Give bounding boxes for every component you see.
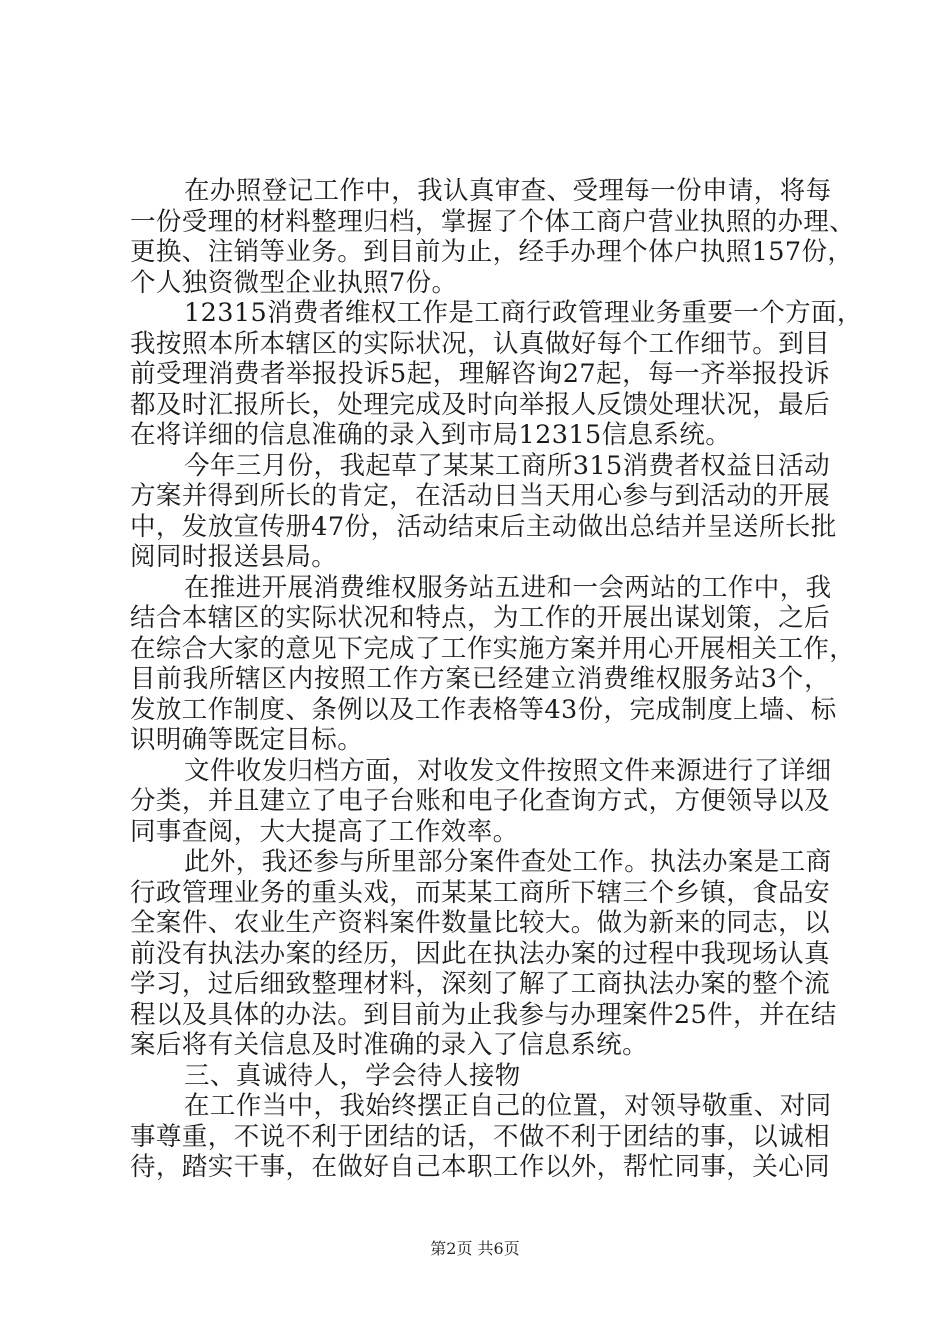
paragraph-line: 一份受理的材料整理归档，掌握了个体工商户营业执照的办理、 (130, 206, 856, 237)
paragraph-line: 事尊重，不说不利于团结的话，不做不利于团结的事，以诚相 (130, 1121, 830, 1152)
body-text (130, 176, 863, 1183)
paragraph-line: 文件收发归档方面，对收发文件按照文件来源进行了详细 (184, 755, 832, 786)
paragraph-line: 同事查阅，大大提高了工作效率。 (130, 816, 519, 847)
paragraph-line: 在办照登记工作中，我认真审查、受理每一份申请，将每 (184, 176, 832, 206)
paragraph-line: 在工作当中，我始终摆正自己的位置，对领导敬重、对同 (184, 1091, 832, 1121)
paragraph-line: 前受理消费者举报投诉5起，理解咨询27起，每一齐举报投诉 (130, 359, 830, 389)
paragraph-line: 识明确等既定目标。 (130, 725, 364, 755)
paragraph-line: 今年三月份，我起草了某某工商所315消费者权益日活动 (184, 450, 830, 481)
paragraph-line: 在综合大家的意见下完成了工作实施方案并用心开展相关工作， (130, 633, 856, 664)
paragraph-line: 我按照本所本辖区的实际状况，认真做好每个工作细节。到目 (130, 328, 830, 359)
paragraph-line: 学习，过后细致整理材料，深刻了解了工商执法办案的整个流 (130, 969, 830, 999)
paragraph-line: 分类，并且建立了电子台账和电子化查询方式，方便领导以及 (130, 786, 830, 816)
paragraph-line: 行政管理业务的重头戏，而某某工商所下辖三个乡镇，食品安 (130, 877, 830, 908)
paragraph-line: 更换、注销等业务。到目前为止，经手办理个体户执照157份， (130, 237, 854, 267)
paragraph-line: 此外，我还参与所里部分案件查处工作。执法办案是工商 (184, 847, 832, 877)
paragraph-line: 个人独资微型企业执照7份。 (130, 267, 458, 298)
paragraph-line: 在将详细的信息准确的录入到市局12315信息系统。 (130, 420, 732, 450)
paragraph-line: 在推进开展消费维权服务站五进和一会两站的工作中，我 (184, 572, 832, 603)
paragraph-line: 结合本辖区的实际状况和特点，为工作的开展出谋划策，之后 (130, 603, 830, 633)
paragraph-line: 前没有执法办案的经历，因此在执法办案的过程中我现场认真 (130, 938, 830, 969)
section-heading: 三、真诚待人，学会待人接物 (184, 1060, 521, 1091)
paragraph-line: 方案并得到所长的肯定，在活动日当天用心参与到活动的开展 (130, 481, 830, 511)
paragraph-line: 案后将有关信息及时准确的录入了信息系统。 (130, 1030, 649, 1060)
paragraph-line: 12315消费者维权工作是工商行政管理业务重要一个方面， (184, 298, 863, 328)
paragraph-line: 中，发放宣传册47份，活动结束后主动做出总结并呈送所长批 (130, 511, 837, 542)
paragraph-line: 发放工作制度、条例以及工作表格等43份，完成制度上墙、标 (130, 694, 837, 725)
paragraph-line: 待，踏实干事，在做好自己本职工作以外，帮忙同事，关心同 (130, 1152, 830, 1182)
paragraph-line: 全案件、农业生产资料案件数量比较大。做为新来的同志，以 (130, 908, 830, 938)
paragraph-line: 阅同时报送县局。 (130, 542, 338, 572)
paragraph-line: 目前我所辖区内按照工作方案已经建立消费维权服务站3个， (130, 664, 830, 694)
page-footer: 第2页 共6页 (430, 1239, 520, 1258)
paragraph-line: 程以及具体的办法。到目前为止我参与办理案件25件，并在结 (130, 999, 837, 1030)
paragraph-line: 都及时汇报所长，处理完成及时向举报人反馈处理状况，最后 (130, 389, 830, 420)
